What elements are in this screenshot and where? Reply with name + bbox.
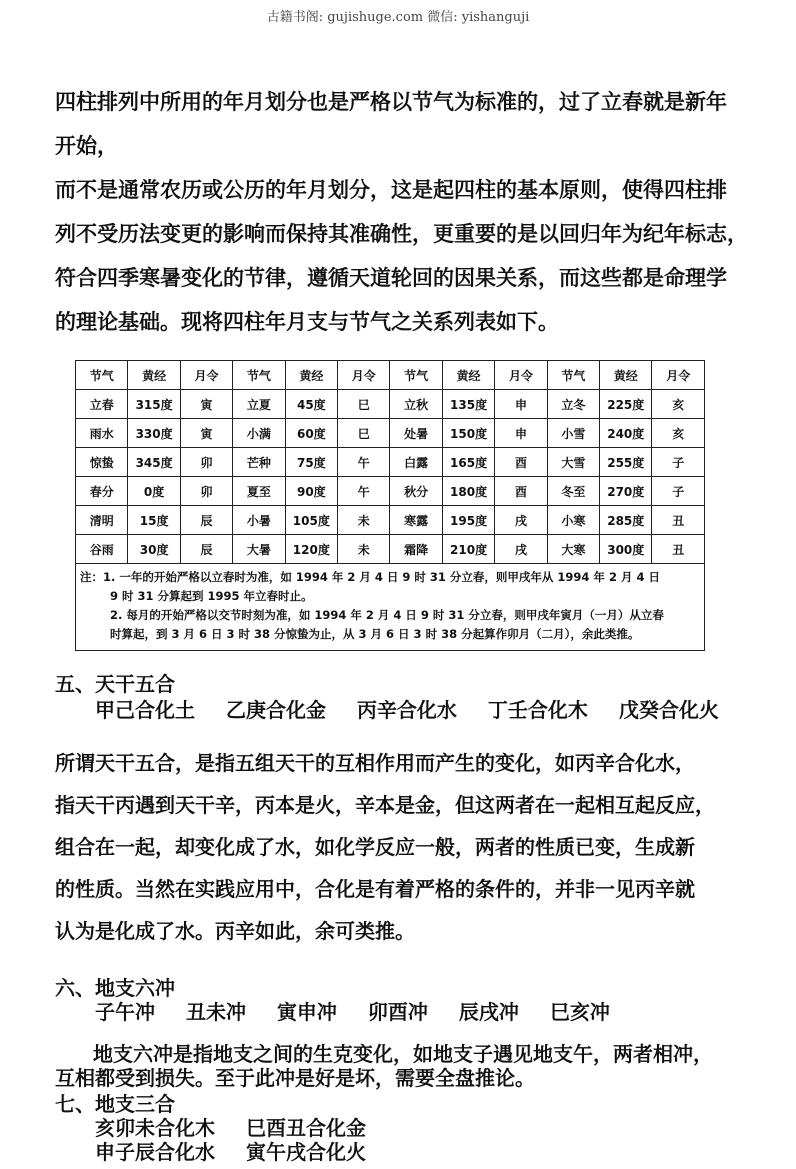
table-cell: 雨水 (76, 419, 128, 448)
clash-item: 卯酉冲 (367, 1000, 428, 1024)
table-cell: 135度 (442, 390, 494, 419)
table-cell: 小暑 (233, 506, 285, 535)
table-cell: 冬至 (547, 477, 599, 506)
header-cell: 月令 (338, 361, 390, 390)
table-row (76, 506, 705, 535)
table-cell: 亥 (652, 390, 705, 419)
intro-line: 符合四季寒暑变化的节律，遵循天道轮回的因果关系，而这些都是命理学 (55, 266, 727, 290)
intro-line: 列不受历法变更的影响而保持其准确性，更重要的是以回归年为纪年标志， (55, 222, 748, 246)
table-notes (75, 564, 705, 651)
clash-item: 辰戌冲 (458, 1000, 519, 1024)
body-line: 的性质。当然在实践应用中，合化是有着严格的条件的，并非一见丙辛就 (55, 877, 695, 901)
table-cell: 立夏 (233, 390, 285, 419)
table-cell: 300度 (600, 535, 652, 564)
clash-item: 丑未冲 (185, 1000, 246, 1024)
header-cell: 节气 (233, 361, 285, 390)
earthly-branch-clashes (95, 996, 634, 1025)
table-cell: 立春 (76, 390, 128, 419)
table-cell: 240度 (600, 419, 652, 448)
table-row (76, 535, 705, 564)
table-cell: 225度 (600, 390, 652, 419)
table-cell: 180度 (442, 477, 494, 506)
intro-line: 的理论基础。现将四柱年月支与节气之关系列表如下。 (55, 310, 559, 334)
table-cell: 寅 (180, 419, 232, 448)
table-cell: 午 (338, 448, 390, 477)
header-cell: 月令 (652, 361, 705, 390)
table-cell: 戌 (495, 506, 547, 535)
triple-combo-line-2 (95, 1136, 390, 1165)
body-line: 认为是化成了水。丙辛如此，余可类推。 (55, 919, 415, 943)
table-cell: 小满 (233, 419, 285, 448)
table-cell: 春分 (76, 477, 128, 506)
header-cell: 黄经 (600, 361, 652, 390)
triple-combo-item: 亥卯未合化木 (95, 1116, 215, 1140)
note-line: 注：1. 一年的开始严格以立春时为准，如 1994 年 2 月 4 日 9 时 31 分立春，则甲戌年从 1994 年 2 月 4 日 (80, 570, 660, 584)
section6-body (55, 1042, 745, 1090)
combo-item: 甲己合化土 (95, 698, 195, 722)
intro-paragraph (55, 80, 748, 344)
table-cell: 大寒 (547, 535, 599, 564)
header-cell: 黄经 (128, 361, 180, 390)
table-cell: 未 (338, 535, 390, 564)
header-cell: 月令 (495, 361, 547, 390)
table-cell: 0度 (128, 477, 180, 506)
table-cell: 255度 (600, 448, 652, 477)
combo-item: 丁壬合化木 (487, 698, 588, 722)
table-row (76, 477, 705, 506)
table-cell: 霜降 (390, 535, 442, 564)
clash-item: 子午冲 (95, 1000, 155, 1024)
table-cell: 小寒 (547, 506, 599, 535)
table-cell: 巳 (338, 390, 390, 419)
table-cell: 小雪 (547, 419, 599, 448)
heavenly-stem-combos (95, 694, 743, 723)
clash-item: 巳亥冲 (549, 1000, 610, 1024)
solar-terms-table (75, 360, 705, 651)
table-cell: 寒露 (390, 506, 442, 535)
header-cell: 节气 (390, 361, 442, 390)
table-cell: 丑 (652, 535, 705, 564)
body-line: 所谓天干五合，是指五组天干的互相作用而产生的变化，如丙辛合化水， (55, 751, 695, 775)
table-cell: 处暑 (390, 419, 442, 448)
table-cell: 270度 (600, 477, 652, 506)
table-cell: 戌 (495, 535, 547, 564)
note-line: 2. 每月的开始严格以交节时刻为准，如 1994 年 2 月 4 日 9 时 31 分立春，则甲戌年寅月（一月）从立春 (110, 608, 664, 622)
table-cell: 105度 (285, 506, 337, 535)
table-cell: 45度 (285, 390, 337, 419)
table-cell: 卯 (180, 448, 232, 477)
intro-line: 四柱排列中所用的年月划分也是严格以节气为标准的，过了立春就是新年 (55, 90, 727, 114)
table-cell: 午 (338, 477, 390, 506)
table-cell: 立秋 (390, 390, 442, 419)
triple-combo-item: 申子辰合化水 (95, 1140, 215, 1164)
note-line: 时算起，到 3 月 6 日 3 时 38 分惊蛰为止，从 3 月 6 日 3 时 38 分起算作卯月（二月），余此类推。 (110, 627, 640, 641)
table-cell: 子 (652, 448, 705, 477)
table-cell: 申 (495, 419, 547, 448)
table-cell: 315度 (128, 390, 180, 419)
table-body (76, 390, 705, 564)
table-cell: 白露 (390, 448, 442, 477)
triple-combo-item: 巳酉丑合化金 (245, 1116, 366, 1140)
combo-item: 戊癸合化火 (618, 698, 719, 722)
section-title-6: 六、地支六冲 (55, 976, 175, 1000)
table-cell: 酉 (495, 477, 547, 506)
note-line: 9 时 31 分算起到 1995 年立春时止。 (110, 589, 313, 603)
watermark: 古籍书阁: gujishuge.com 微信: yishanguji (266, 10, 530, 25)
table-cell: 120度 (285, 535, 337, 564)
header-cell: 黄经 (285, 361, 337, 390)
body-line: 组合在一起，却变化成了水，如化学反应一般，两者的性质已变，生成新 (55, 835, 695, 859)
table-cell: 30度 (128, 535, 180, 564)
combo-item: 丙辛合化水 (356, 698, 457, 722)
triple-combo-item: 寅午戌合化火 (245, 1140, 366, 1164)
header-cell: 节气 (547, 361, 599, 390)
table-grid (75, 360, 705, 564)
table-cell: 申 (495, 390, 547, 419)
table-cell: 巳 (338, 419, 390, 448)
combo-item: 乙庚合化金 (225, 698, 326, 722)
table-cell: 辰 (180, 506, 232, 535)
section-title-7: 七、地支三合 (55, 1092, 175, 1116)
table-cell: 345度 (128, 448, 180, 477)
header-cell: 节气 (76, 361, 128, 390)
table-cell: 辰 (180, 535, 232, 564)
table-row (76, 419, 705, 448)
table-cell: 90度 (285, 477, 337, 506)
section5-body (55, 742, 745, 952)
table-cell: 大暑 (233, 535, 285, 564)
table-row (76, 448, 705, 477)
intro-line: 开始， (55, 134, 118, 158)
table-cell: 亥 (652, 419, 705, 448)
table-cell: 芒种 (233, 448, 285, 477)
table-cell: 285度 (600, 506, 652, 535)
table-cell: 大雪 (547, 448, 599, 477)
table-cell: 210度 (442, 535, 494, 564)
body-line: 互相都受到损失。至于此冲是好是坏，需要全盘推论。 (55, 1066, 535, 1090)
table-cell: 酉 (495, 448, 547, 477)
table-cell: 60度 (285, 419, 337, 448)
table-cell: 未 (338, 506, 390, 535)
table-cell: 150度 (442, 419, 494, 448)
table-row (76, 390, 705, 419)
table-cell: 子 (652, 477, 705, 506)
table-cell: 秋分 (390, 477, 442, 506)
section-title-5: 五、天干五合 (55, 672, 175, 696)
table-cell: 夏至 (233, 477, 285, 506)
table-cell: 330度 (128, 419, 180, 448)
table-cell: 清明 (76, 506, 128, 535)
table-header-row (76, 361, 705, 390)
body-line: 地支六冲是指地支之间的生克变化，如地支子遇见地支午，两者相冲， (93, 1042, 713, 1066)
table-cell: 寅 (180, 390, 232, 419)
table-cell: 195度 (442, 506, 494, 535)
intro-line: 而不是通常农历或公历的年月划分，这是起四柱的基本原则，使得四柱排 (55, 178, 727, 202)
table-cell: 75度 (285, 448, 337, 477)
table-cell: 卯 (180, 477, 232, 506)
table-cell: 丑 (652, 506, 705, 535)
table-cell: 15度 (128, 506, 180, 535)
clash-item: 寅申冲 (276, 1000, 337, 1024)
header-cell: 月令 (180, 361, 232, 390)
table-cell: 惊蛰 (76, 448, 128, 477)
table-cell: 立冬 (547, 390, 599, 419)
table-cell: 165度 (442, 448, 494, 477)
table-cell: 谷雨 (76, 535, 128, 564)
body-line: 指天干丙遇到天干辛，丙本是火，辛本是金，但这两者在一起相互起反应， (55, 793, 715, 817)
header-cell: 黄经 (442, 361, 494, 390)
